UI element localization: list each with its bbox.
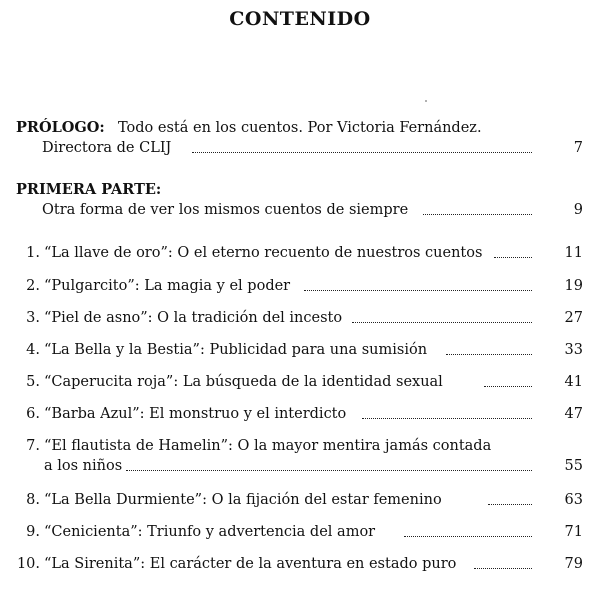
part-heading: PRIMERA PARTE:	[16, 181, 162, 198]
chapter-title: “Piel de asno”: O la tradición del incesto	[44, 310, 343, 326]
chapter-title: “La Bella Durmiente”: O la fijación del estar femenino	[44, 492, 442, 508]
chapter-title: “Caperucita roja”: La búsqueda de la identidad sexual	[44, 374, 443, 390]
prologue-heading: PRÓLOGO:	[16, 119, 105, 136]
chapter-title: “La llave de oro”: O el eterno recuento de nuestros cuentos	[44, 245, 483, 261]
chapter-number: 1.	[26, 245, 40, 261]
toc-chapter-2	[0, 276, 600, 296]
chapter-number: 10.	[16, 556, 40, 572]
chapter-title: “La Sirenita”: El carácter de la aventura en estado puro	[44, 556, 457, 572]
chapter-number: 8.	[26, 492, 40, 508]
prologue-title: Todo está en los cuentos. Por Victoria Fernández.	[118, 120, 482, 136]
prologue-title-cont: Directora de CLIJ	[42, 140, 172, 156]
toc-chapter-1	[0, 243, 600, 263]
page-number: 11	[564, 245, 583, 261]
page-number: 63	[564, 492, 583, 508]
page-number: 79	[564, 556, 583, 572]
toc-chapter-3	[0, 308, 600, 328]
page-number: 7	[573, 140, 583, 156]
page-number: 27	[564, 310, 583, 326]
dot-leader	[488, 504, 532, 505]
dot-leader	[446, 354, 532, 355]
chapter-number: 3.	[26, 310, 40, 326]
toc-chapter-5	[0, 372, 600, 392]
chapter-number: 5.	[26, 374, 40, 390]
dot-leader	[423, 214, 532, 215]
dot-leader	[352, 322, 532, 323]
chapter-number: 2.	[26, 278, 40, 294]
dot-leader	[362, 418, 532, 419]
dot-leader	[484, 386, 532, 387]
chapter-title: “Barba Azul”: El monstruo y el interdicto	[44, 406, 347, 422]
dot-leader	[304, 290, 532, 291]
toc-entry-prologue	[0, 118, 600, 158]
chapter-number: 6.	[26, 406, 40, 422]
part-subtitle: Otra forma de ver los mismos cuentos de siempre	[42, 202, 409, 218]
page-number: 33	[564, 342, 583, 358]
toc-chapter-6	[0, 404, 600, 424]
toc-chapter-8	[0, 490, 600, 510]
chapter-number: 9.	[26, 524, 40, 540]
dot-leader	[474, 568, 532, 569]
page-number: 71	[564, 524, 583, 540]
page-title: CONTENIDO	[229, 8, 371, 30]
speck-mark	[425, 100, 427, 102]
page-number: 19	[564, 278, 583, 294]
toc-chapter-10	[0, 554, 600, 574]
dot-leader	[126, 470, 532, 471]
toc-entry-part-one	[0, 180, 600, 220]
toc-chapter-9	[0, 522, 600, 542]
page-number: 47	[564, 406, 583, 422]
chapter-number: 7.	[26, 438, 40, 454]
chapter-title: “La Bella y la Bestia”: Publicidad para una sumisión	[44, 342, 428, 358]
page-number: 55	[564, 458, 583, 474]
chapter-title: “El flautista de Hamelin”: O la mayor mentira jamás contada	[44, 438, 492, 454]
dot-leader	[404, 536, 532, 537]
page-number: 9	[573, 202, 583, 218]
chapter-number: 4.	[26, 342, 40, 358]
toc-chapter-4	[0, 340, 600, 360]
page-number: 41	[564, 374, 583, 390]
dot-leader	[192, 152, 532, 153]
dot-leader	[494, 257, 532, 258]
toc-chapter-7	[0, 436, 600, 476]
chapter-title: “Pulgarcito”: La magia y el poder	[44, 278, 291, 294]
chapter-title-cont: a los niños	[44, 458, 123, 474]
chapter-title: “Cenicienta”: Triunfo y advertencia del amor	[44, 524, 376, 540]
